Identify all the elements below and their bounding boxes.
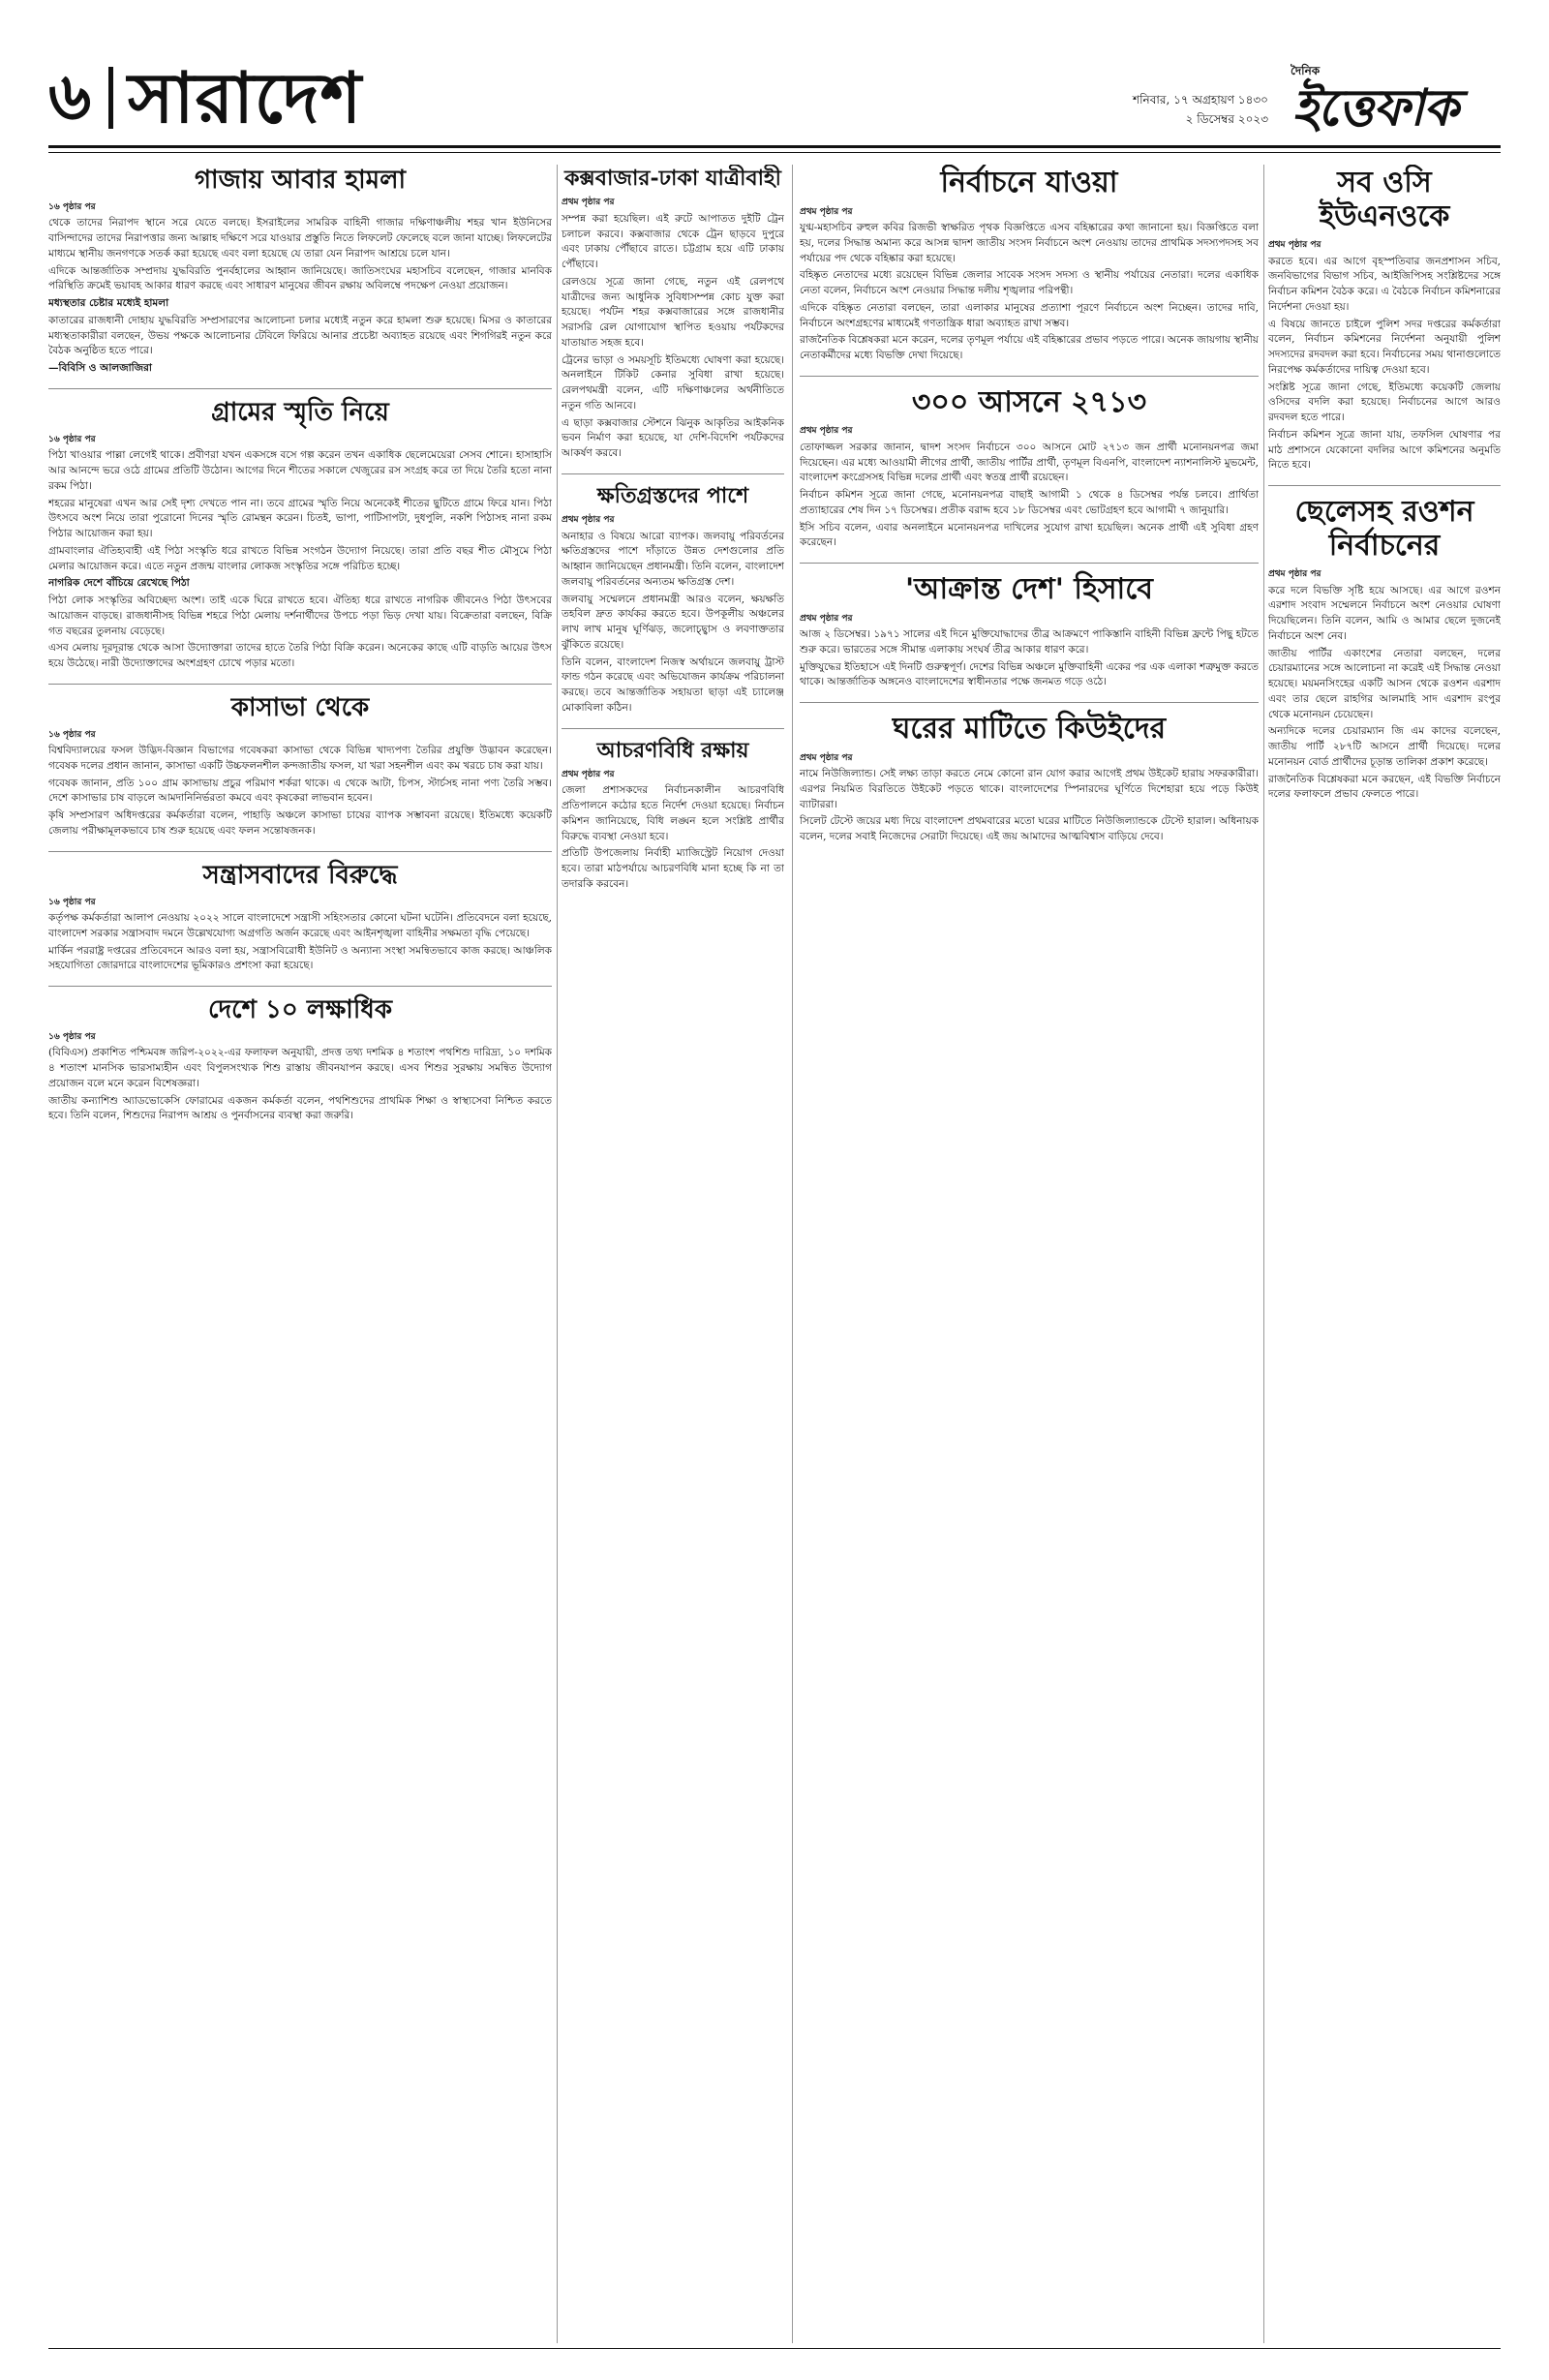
article-headline: সব ওসি ইউএনওকে: [1319, 166, 1450, 233]
top-rule: [48, 145, 1501, 148]
story-divider: [800, 376, 1259, 377]
paragraph: সম্পন্ন করা হয়েছিল। এই রুটে আপাতত দুইটি ট্রেন চলাচল করবে। কক্সবাজার থেকে ট্রেন ছাড়বে দুপুরে এবং ঢাকায় পৌঁছাবে রাতে। চট্টগ্রাম হয়ে এটি ঢাকায় পৌঁছাবে।: [562, 212, 784, 271]
story-divider: [48, 388, 552, 389]
article-headline: সন্ত্রাসবাদের বিরুদ্ধে: [202, 860, 398, 890]
paragraph: মুক্তিযুদ্ধের ইতিহাসে এই দিনটি গুরুত্বপূর্ণ। দেশের বিভিন্ন অঞ্চলে মুক্তিবাহিনী একের পর এক এলাকা শত্রুমুক্ত করতে থাকে। আন্তর্জাতিক অঙ্গনেও বাংলাদেশের স্বাধীনতার পক্ষে জনমত গড়ে ওঠে।: [800, 660, 1259, 688]
paragraph: নির্বাচন কমিশন সূত্রে জানা গেছে, মনোনয়নপত্র বাছাই আগামী ১ থেকে ৪ ডিসেম্বর পর্যন্ত চলবে। প্রার্থিতা প্রত্যাহারের শেষ দিন ১৭ ডিসেম্বর। প্রতীক বরাদ্দ হবে ১৮ ডিসেম্বর এবং ভোটগ্রহণ হবে আগামী ৭ জানুয়ারি।: [800, 489, 1259, 516]
article-body: [562, 783, 784, 892]
story-divider: [562, 728, 784, 729]
article-body: [562, 530, 784, 717]
story-divider: [48, 851, 552, 852]
article: [48, 996, 552, 1124]
paragraph: করে দলে বিভক্তি সৃষ্টি হয়ে আসছে। এর আগে রওশন এরশাদ সংবাদ সম্মেলনে নির্বাচনে অংশ নেওয়ার ঘোষণা দিয়েছিলেন। তিনি বলেন, আমি ও আমার ছেলে দুজনেই নির্বাচনে অংশ নেব।: [1268, 584, 1501, 642]
article: [800, 386, 1259, 551]
continuation-label: প্রথম পৃষ্ঠার পর: [562, 769, 615, 779]
paragraph: কৃষি সম্প্রসারণ অধিদপ্তরের কর্মকর্তারা বলেন, পাহাড়ি অঞ্চলে কাসাভা চাষের ব্যাপক সম্ভাবনা রয়েছে। ইতিমধ্যে কয়েকটি জেলায় পরীক্ষামূলকভাবে চাষ শুরু হয়েছে এবং ফলন সন্তোষজনক।: [48, 809, 552, 837]
continuation-label: প্রথম পৃষ্ঠার পর: [562, 515, 615, 526]
paragraph: থেকে তাদের নিরাপদ স্থানে সরে যেতে বলছে। ইসরাইলের সামরিক বাহিনী গাজার দক্ষিণাঞ্চলীয় শহর খান ইউনিসের বাসিন্দাদের তাদের নিরাপত্তার জন্য আল্লাহ দক্ষিণে সরে যাওয়ার প্রস্তুতি নিতে লিফলেট ফেলেছে বলে জানা যাচ্ছে। লিফলেটের মাধ্যমে স্থানীয় জনগণকে সতর্ক করা হয়েছে এবং বলা হয়েছে যে তারা যেন নিরাপদ আশ্রয়ে চলে যান।: [48, 217, 552, 259]
paragraph: গ্রামবাংলার ঐতিহ্যবাহী এই পিঠা সংস্কৃতি ধরে রাখতে বিভিন্ন সংগঠন উদ্যোগ নিয়েছে। তারা প্রতি বছর শীত মৌসুমে পিঠা মেলার আয়োজন করে। এতে নতুন প্রজন্ম বাংলার লোকজ সংস্কৃতির সঙ্গে পরিচিত হচ্ছে।: [48, 544, 552, 572]
page-number: ৬: [48, 58, 92, 136]
paragraph: (বিবিএস) প্রকাশিত পশ্চিমবঙ্গ জরিপ-২০২২-এর ফলাফল অনুযায়ী, প্রদত্ত তথ্য দশমিক ৪ শতাংশ পথশিশু দারিদ্র্য, ১০ দশমিক ৪ শতাংশ মানসিক ভারসাম্যহীন এবং বিপুলসংখ্যক শিশু রাস্তায় জীবনযাপন করছে। এসব শিশুর সুরক্ষায় সমন্বিত উদ্যোগ প্রয়োজন বলে মনে করেন বিশেষজ্ঞরা।: [48, 1047, 552, 1089]
continuation-label: প্রথম পৃষ্ঠার পর: [1268, 569, 1321, 579]
article: [800, 713, 1259, 845]
logo-name: ইত্তেফাক: [1292, 78, 1458, 137]
paragraph: জেলা প্রশাসকদের নির্বাচনকালীন আচরণবিধি প্রতিপালনে কঠোর হতে নির্দেশ দেওয়া হয়েছে। নির্বাচন কমিশন জানিয়েছে, বিধি লঙ্ঘন হলে সংশ্লিষ্ট প্রার্থীর বিরুদ্ধে ব্যবস্থা নেওয়া হবে।: [562, 784, 784, 842]
article-body: [1268, 584, 1501, 804]
article-subhead: নাগরিক দেশে বাঁচিয়ে রেখেছে পিঠা: [48, 577, 190, 590]
continuation-label: ১৬ পৃষ্ঠার পর: [48, 201, 96, 212]
article-headline: গাজায় আবার হামলা: [195, 166, 406, 195]
column-separator: [557, 165, 558, 2343]
paragraph: আজ ২ ডিসেম্বর। ১৯৭১ সালের এই দিনে মুক্তিযোদ্ধাদের তীব্র আক্রমণে পাকিস্তানি বাহিনী বিভিন্ন ফ্রন্টে পিছু হটতে শুরু করে। ভারতের সঙ্গে সীমান্ত এলাকায় সংঘর্ষ তীব্র আকার ধারণ করে।: [800, 628, 1259, 656]
paragraph: সিলেট টেস্টে জয়ের মধ্য দিয়ে বাংলাদেশ প্রথমবারের মতো ঘরের মাটিতে নিউজিল্যান্ডকে টেস্টে হারাল। অধিনায়ক বলেন, দলের সবাই নিজেদের সেরাটা দিয়েছে। এই জয় আমাদের আত্মবিশ্বাস বাড়িয়ে দেবে।: [800, 815, 1259, 842]
article-body: [48, 744, 552, 839]
article-headline: কাসাভা থেকে: [230, 692, 370, 722]
paragraph: এদিকে বহিষ্কৃত নেতারা বলছেন, তারা এলাকার মানুষের প্রত্যাশা পূরণে নির্বাচনে অংশ নিচ্ছেন। তাদের দাবি, নির্বাচনে অংশগ্রহণের মাধ্যমেই গণতান্ত্রিক ধারা অব্যাহত রাখা সম্ভব।: [800, 301, 1259, 329]
paragraph: তোফাজ্জল সরকার জানান, দ্বাদশ সংসদ নির্বাচনে ৩০০ আসনে মোট ২৭১৩ জন প্রার্থী মনোনয়নপত্র জমা দিয়েছেন। এর মধ্যে আওয়ামী লীগের প্রার্থী, জাতীয় পার্টির প্রার্থী, তৃণমূল বিএনপি, বাংলাদেশ ন্যাশনালিস্ট মুভমেন্ট, বাংলাদেশ কংগ্রেসসহ বিভিন্ন দলের প্রার্থী এবং স্বতন্ত্র প্রার্থী রয়েছেন।: [800, 441, 1259, 484]
paragraph: বহিষ্কৃত নেতাদের মধ্যে রয়েছেন বিভিন্ন জেলার সাবেক সংসদ সদস্য ও স্থানীয় পর্যায়ের নেতারা। দলের একাধিক নেতা বলেন, নির্বাচনে অংশ নেওয়ার সিদ্ধান্ত দলীয় শৃঙ্খলার পরিপন্থী।: [800, 269, 1259, 296]
paragraph: গবেষক জানান, প্রতি ১০০ গ্রাম কাসাভায় প্রচুর পরিমাণ শর্করা থাকে। এ থেকে আটা, চিপস, স্টার্চসহ নানা পণ্য তৈরি সম্ভব। দেশে কাসাভার চাষ বাড়লে আমদানিনির্ভরতা কমবে এবং কৃষকেরা লাভবান হবেন।: [48, 777, 552, 805]
masthead-divider: [108, 67, 113, 129]
masthead: [48, 53, 1501, 145]
paragraph: কর্তৃপক্ষ কর্মকর্তারা আলাপ নেওয়ায় ২০২২ সালে বাংলাদেশে সন্ত্রাসী সহিংসতার কোনো ঘটনা ঘটেনি। প্রতিবেদনে বলা হয়েছে, বাংলাদেশ সরকার সন্ত্রাসবাদ দমনে উল্লেখযোগ্য অগ্রগতি অর্জন করেছে এবং আইনশৃঙ্খলা বাহিনীর সক্ষমতা বৃদ্ধি পেয়েছে।: [48, 912, 552, 939]
continuation-label: প্রথম পৃষ্ঠার পর: [562, 198, 615, 208]
paragraph: কাতারের রাজধানী দোহায় যুদ্ধবিরতি সম্প্রসারণের আলোচনা চলার মধ্যেই নতুন করে হামলা শুরু হয়েছে। মিসর ও কাতারের মধ্যস্থতাকারীরা বলছেন, উভয় পক্ষকে আলোচনার টেবিলে ফিরিয়ে আনার প্রচেষ্টা অব্যাহত রয়েছে এবং শিগগিরই নতুন করে বৈঠক অনুষ্ঠিত হতে পারে।: [48, 314, 552, 357]
continuation-label: প্রথম পৃষ্ঠার পর: [800, 426, 853, 437]
story-divider: [1268, 485, 1501, 486]
article: [48, 694, 552, 839]
section-title: সারাদেশ: [128, 56, 363, 138]
paragraph: পিঠা লোক সংস্কৃতির অবিচ্ছেদ্য অংশ। তাই একে ঘিরে রাখতে হবে। ঐতিহ্য ধরে রাখতে নাগরিক জীবনেও পিঠা উৎসবের আয়োজন বাড়ছে। রাজধানীসহ বিভিন্ন শহরে পিঠা মেলায় দর্শনার্থীদের উপচে পড়া ভিড় দেখা যায়। বিক্রেতারা বলছেন, বিক্রি গত বছরের তুলনায় বেড়েছে।: [48, 595, 552, 637]
article: [48, 399, 552, 672]
story-divider: [48, 684, 552, 685]
article-headline: ছেলেসহ রওশন নির্বাচনের: [1294, 495, 1474, 563]
continuation-label: প্রথম পৃষ্ঠার পর: [800, 206, 853, 217]
article: [48, 862, 552, 974]
paragraph: এসব মেলায় দূরদূরান্ত থেকে আসা উদ্যোক্তারা তাদের হাতে তৈরি পিঠা বিক্রি করেন। অনেকের কাছে এটি বাড়তি আয়ের উৎস হয়ে উঠেছে। নারী উদ্যোক্তাদের অংশগ্রহণ চোখে পড়ার মতো।: [48, 642, 552, 670]
paragraph: তিনি বলেন, বাংলাদেশ নিজস্ব অর্থায়নে জলবায়ু ট্রাস্ট ফান্ড গঠন করেছে এবং অভিযোজন কার্যক্রম পরিচালনা করছে। তবে আন্তর্জাতিক সহায়তা ছাড়া এই চ্যালেঞ্জ মোকাবিলা কঠিন।: [562, 656, 784, 714]
paragraph: রাজনৈতিক বিশ্লেষকরা মনে করেন, দলের তৃণমূল পর্যায়ে এই বহিষ্কারের প্রভাব পড়তে পারে। অনেক জায়গায় স্থানীয় নেতাকর্মীদের মধ্যে বিভক্তি দেখা দিয়েছে।: [800, 334, 1259, 361]
article-headline: আচরণবিধি রক্ষায়: [596, 737, 749, 763]
paragraph: রেলওয়ে সূত্রে জানা গেছে, নতুন এই রেলপথে যাত্রীদের জন্য আধুনিক সুবিধাসম্পন্ন কোচ যুক্ত করা হয়েছে। পর্যটন শহর কক্সবাজারের সঙ্গে রাজধানীর সরাসরি রেল যোগাযোগ স্থাপিত হওয়ায় পর্যটকদের যাতায়াত সহজ হবে।: [562, 275, 784, 349]
column-4: [1268, 165, 1501, 2343]
column-separator: [792, 165, 793, 2343]
paragraph: জাতীয় পার্টির একাংশের নেতারা বলছেন, দলের চেয়ারম্যানের সঙ্গে আলোচনা না করেই এই সিদ্ধান্ত নেওয়া হয়েছে। ময়মনসিংহের একটি আসন থেকে রওশন এরশাদ এবং তার ছেলে রাহগির আলমাহি সাদ এরশাদ রংপুর থেকে মনোনয়ন চেয়েছেন।: [1268, 647, 1501, 720]
paragraph: নির্বাচন কমিশন সূত্রে জানা যায়, তফসিল ঘোষণার পর মাঠ প্রশাসনে যেকোনো বদলির আগে কমিশনের অনুমতি নিতে হবে।: [1268, 428, 1501, 472]
continuation-label: প্রথম পৃষ্ঠার পর: [800, 613, 853, 624]
paragraph: শহরের মানুষেরা এখন আর সেই দৃশ্য দেখতে পান না। তবে গ্রামের স্মৃতি নিয়ে অনেকেই শীতের ছুটিতে গ্রামে ফিরে যান। পিঠা উৎসবে অংশ নিয়ে তারা পুরোনো দিনের স্মৃতি রোমন্থন করেন। চিতই, ভাপা, পাটিসাপটা, দুধপুলি, নকশি পিঠাসহ নানা রকম পিঠার আয়োজন করা হয়।: [48, 497, 552, 540]
story-divider: [800, 702, 1259, 703]
column-3: [800, 165, 1259, 2343]
story-divider: [48, 986, 552, 987]
paragraph: পিঠা খাওয়ার পাল্লা লেগেই থাকে। প্রবীণরা যখন একসঙ্গে বসে গল্প করেন তখন একাধিক ছেলেমেয়েরা সেসব শোনে। হাসাহাসি আর আনন্দে ভরে ওঠে গ্রামের প্রতিটি উঠোন। আগের দিনে শীতের সকালে খেজুরের রস সংগ্রহ করে তা দিয়ে তৈরি হতো নানা রকম পিঠা।: [48, 449, 552, 492]
article: [562, 167, 784, 462]
article: [800, 167, 1259, 364]
paragraph: প্রতিটি উপজেলায় নির্বাহী ম্যাজিস্ট্রেট নিয়োগ দেওয়া হবে। তারা মাঠপর্যায়ে আচরণবিধি মানা হচ্ছে কি না তা তদারকি করবেন।: [562, 847, 784, 890]
column-2: [562, 165, 784, 2343]
paragraph: জলবায়ু সম্মেলনে প্রধানমন্ত্রী আরও বলেন, ক্ষয়ক্ষতি তহবিল দ্রুত কার্যকর করতে হবে। উপকূলীয় অঞ্চলের লাখ লাখ মানুষ ঘূর্ণিঝড়, জলোচ্ছ্বাস ও লবণাক্ততার ঝুঁকিতে রয়েছে।: [562, 593, 784, 651]
continuation-label: প্রথম পৃষ্ঠার পর: [1268, 240, 1321, 250]
continuation-label: ১৬ পৃষ্ঠার পর: [48, 897, 96, 907]
paragraph: সংশ্লিষ্ট সূত্রে জানা গেছে, ইতিমধ্যে কয়েকটি জেলায় ওসিদের বদলি করা হয়েছে। নির্বাচনের আগে আরও রদবদল হতে পারে।: [1268, 381, 1501, 423]
article-body: [48, 911, 552, 974]
top-rule-thin: [48, 152, 1501, 153]
story-divider: [562, 473, 784, 474]
article: [48, 167, 552, 377]
paragraph: নামে নিউজিল্যান্ড। সেই লক্ষ্য তাড়া করতে নেমে কোনো রান যোগ করার আগেই প্রথম উইকেট হারায় সফরকারীরা। এরপর নিয়মিত বিরতিতে উইকেট পড়তে থাকে। বাংলাদেশের স্পিনারদের ঘূর্ণিতে দিশেহারা হয়ে পড়ে কিউই ব্যাটাররা।: [800, 768, 1259, 810]
paragraph: ট্রেনের ভাড়া ও সময়সূচি ইতিমধ্যে ঘোষণা করা হয়েছে। অনলাইনে টিকিট কেনার সুবিধা রাখা হয়েছে। রেলপথমন্ত্রী বলেন, এটি দক্ষিণাঞ্চলের অর্থনীতিতে নতুন গতি আনবে।: [562, 353, 784, 412]
article-headline: ক্ষতিগ্রস্তদের পাশে: [596, 482, 749, 508]
paragraph: অনাহার ও বিষয়ে আরো ব্যাপক। জলবায়ু পরিবর্তনের ক্ষতিগ্রস্তদের পাশে দাঁড়াতে উন্নত দেশগুলোর প্রতি আহ্বান জানিয়েছেন প্রধানমন্ত্রী। তিনি বলেন, বাংলাদেশ জলবায়ু পরিবর্তনের অন্যতম ক্ষতিগ্রস্ত দেশ।: [562, 530, 784, 588]
paragraph: যুগ্ম-মহাসচিব রুহুল কবির রিজভী স্বাক্ষরিত পৃথক বিজ্ঞপ্তিতে এসব বহিষ্কারের কথা জানানো হয়। বিজ্ঞপ্তিতে বলা হয়, দলের সিদ্ধান্ত অমান্য করে আসন্ন দ্বাদশ জাতীয় সংসদ নির্বাচনে অংশ নেওয়ায় তাদের প্রাথমিক সদস্যপদসহ সব পর্যায়ের পদ থেকে বহিষ্কার করা হয়েছে।: [800, 222, 1259, 264]
article: [562, 484, 784, 717]
paragraph: করতে হবে। এর আগে বৃহস্পতিবার জনপ্রশাসন সচিব, জনবিভাগের বিভাগ সচিব, আইজিপিসহ সংশ্লিষ্টদের সঙ্গে নির্বাচন কমিশন বৈঠক করে। এ বৈঠকে নির্বাচন কমিশনারের নির্দেশনা দেওয়া হয়।: [1268, 255, 1501, 313]
column-1: [48, 165, 552, 2343]
article: [800, 573, 1259, 690]
article-body: [562, 212, 784, 462]
continuation-label: প্রথম পৃষ্ঠার পর: [800, 752, 853, 763]
article-body: [800, 627, 1259, 690]
story-divider: [800, 563, 1259, 564]
article-subhead: মধ্যস্থতার চেষ্টার মধ্যেই হামলা: [48, 297, 169, 310]
continuation-label: ১৬ পৃষ্ঠার পর: [48, 434, 96, 444]
paragraph: অন্যদিকে দলের চেয়ারম্যান জি এম কাদের বলেছেন, জাতীয় পার্টি ২৮৭টি আসনে প্রার্থী দিয়েছে। দলের মনোনয়ন বোর্ড প্রার্থীদের চূড়ান্ত তালিকা প্রকাশ করেছে।: [1268, 725, 1501, 768]
paragraph: জাতীয় কন্যাশিশু অ্যাডভোকেসি ফোরামের একজন কর্মকর্তা বলেন, পথশিশুদের প্রাথমিক শিক্ষা ও স্বাস্থ্যসেবা নিশ্চিত করতে হবে। তিনি বলেন, শিশুদের নিরাপদ আশ্রয় ও পুনর্বাসনের ব্যবস্থা করা জরুরি।: [48, 1094, 552, 1122]
article: [562, 739, 784, 893]
paragraph: এ ছাড়া কক্সবাজার স্টেশনে ঝিনুক আকৃতির আইকনিক ভবন নির্মাণ করা হয়েছে, যা দেশি-বিদেশি পর্যটকদের আকর্ষণ করবে।: [562, 416, 784, 460]
article-body: [800, 221, 1259, 364]
article-body: [800, 767, 1259, 845]
article-headline: কক্সবাজার-ঢাকা যাত্রীবাহী: [564, 166, 781, 191]
date-english: ২ ডিসেম্বর ২০২৩: [1185, 112, 1268, 126]
date-block: [1075, 90, 1268, 129]
paragraph: মার্কিন পররাষ্ট্র দপ্তরের প্রতিবেদনে আরও বলা হয়, সন্ত্রাসবিরোধী ইউনিট ও অন্যান্য সংস্থা সমন্বিতভাবে কাজ করছে। আঞ্চলিক সহযোগিতা জোরদারে বাংলাদেশের ভূমিকারও প্রশংসা করা হয়েছে।: [48, 944, 552, 972]
article: [1268, 167, 1501, 473]
paragraph: রাজনৈতিক বিশ্লেষকরা মনে করছেন, এই বিভক্তি নির্বাচনে দলের ফলাফলে প্রভাব ফেলতে পারে।: [1268, 773, 1501, 801]
paragraph: বিশ্ববিদ্যালয়ের ফসল উদ্ভিদ-বিজ্ঞান বিভাগের গবেষকরা কাসাভা থেকে বিভিন্ন খাদ্যপণ্য তৈরির প্রযুক্তি উদ্ভাবন করেছেন। গবেষক দলের প্রধান জানান, কাসাভা একটি উচ্চফলনশীল কন্দজাতীয় ফসল, যা খরা সহনশীল এবং কম খরচে চাষ করা যায়।: [48, 745, 552, 772]
paragraph: এ বিষয়ে জানতে চাইলে পুলিশ সদর দপ্তরের কর্মকর্তারা বলেন, নির্বাচন কমিশনের নির্দেশনা অনুযায়ী পুলিশ সদস্যদের রদবদল করা হবে। নির্বাচনের সময় থানাগুলোতে নিরপেক্ষ কর্মকর্তাদের দায়িত্ব দেওয়া হবে।: [1268, 318, 1501, 376]
logo-prefix: দৈনিক: [1291, 64, 1321, 77]
article-body: [48, 216, 552, 377]
date-bangla: শনিবার, ১৭ অগ্রহায়ণ ১৪৩০: [1133, 93, 1268, 107]
continuation-label: ১৬ পৃষ্ঠার পর: [48, 729, 96, 740]
article: [1268, 496, 1501, 803]
article-headline: দেশে ১০ লক্ষাধিক: [207, 995, 393, 1025]
article-body: [48, 1046, 552, 1124]
article-headline: 'আক্রান্ত দেশ' হিসাবে: [904, 572, 1153, 606]
article-headline: গ্রামের স্মৃতি নিয়ে: [211, 397, 389, 427]
byline: —বিবিসি ও আলজাজিরা: [48, 362, 152, 375]
article-body: [1268, 255, 1501, 474]
article-headline: নির্বাচনে যাওয়া: [940, 166, 1118, 199]
footer-rule: [48, 2348, 1501, 2349]
paragraph: ইসি সচিব বলেন, এবার অনলাইনে মনোনয়নপত্র দাখিলের সুযোগ রাখা হয়েছিল। অনেক প্রার্থী এই সুবিধা গ্রহণ করেছেন।: [800, 521, 1259, 549]
article-body: [800, 441, 1259, 551]
article-headline: ৩০০ আসনে ২৭১৩: [911, 384, 1147, 419]
article-headline: ঘরের মাটিতে কিউইদের: [892, 712, 1167, 746]
newspaper-logo: [1283, 63, 1501, 137]
paragraph: এদিকে আন্তর্জাতিক সম্প্রদায় যুদ্ধবিরতি পুনর্বহালের আহ্বান জানিয়েছে। জাতিসংঘের মহাসচিব বলেছেন, গাজার মানবিক পরিস্থিতি ক্রমেই ভয়াবহ আকার ধারণ করছে এবং সাধারণ মানুষের জীবন রক্ষায় অবিলম্বে পদক্ষেপ নেওয়া প্রয়োজন।: [48, 264, 552, 292]
column-separator: [1263, 165, 1264, 2343]
article-body: [48, 448, 552, 672]
continuation-label: ১৬ পৃষ্ঠার পর: [48, 1031, 96, 1042]
